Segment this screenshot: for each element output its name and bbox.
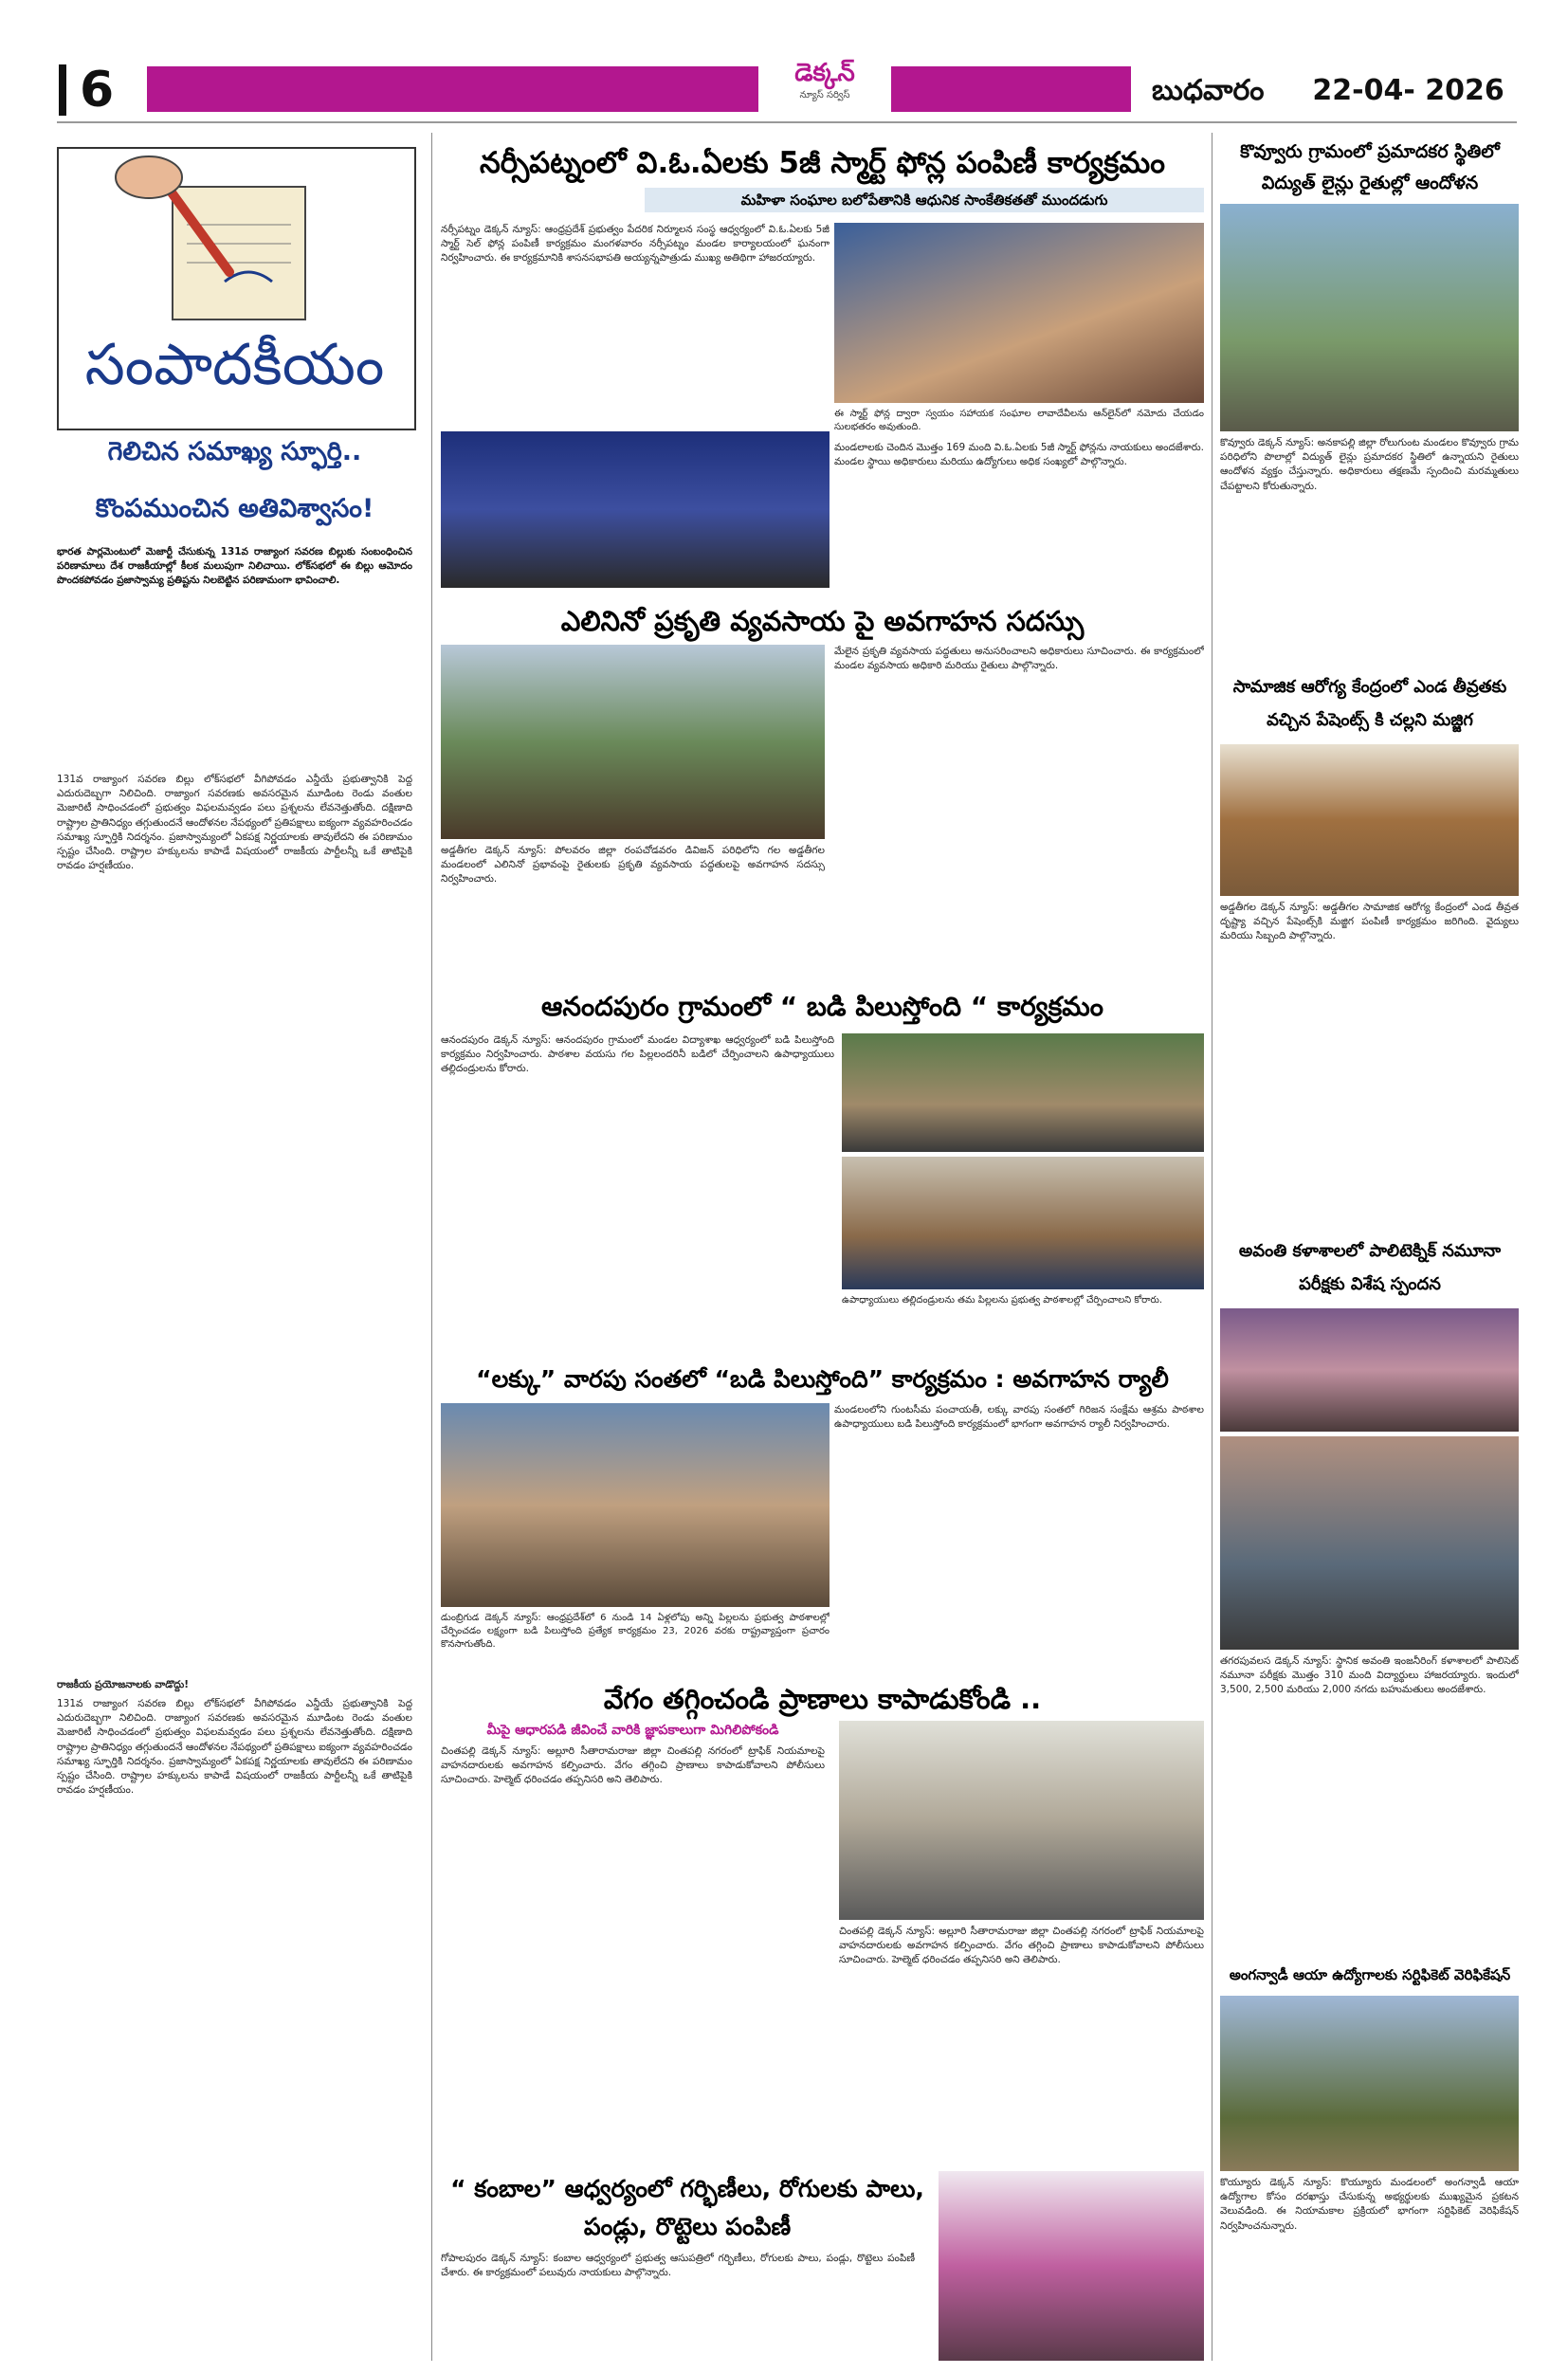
story3-headline: ఆనందపురం గ్రామంలో “ బడి పిలుస్తోంది “ కార్యక్రమం <box>540 991 1104 1022</box>
story4-body: మండలంలోని గుంటసీమ పంచాయతీ, లక్కు వారపు సంతలో గిరిజన సంక్షేమ ఆశ్రమ పాఠశాల ఉపాధ్యాయులు బడి పిలుస్తోంది కార్యక్రమంలో భాగంగా అవగాహన ర్యాలీ నిర్వహించారు. <box>834 1404 1204 1431</box>
editorial-label: సంపాదకీయం <box>84 332 385 398</box>
story5-headline: వేగం తగ్గించండి ప్రాణాలు కాపాడుకోండి .. <box>603 1683 1042 1715</box>
masthead-band <box>147 66 1131 112</box>
story4-headline: “లక్కు” వారపు సంతలో “బడి పిలుస్తోంది” కార్యక్రమం : అవగాహన ర్యాలీ <box>476 1365 1169 1393</box>
story6-headline-2: పండ్లు, రొట్టెలు పంపిణీ <box>583 2213 792 2240</box>
logo-tagline: న్యూస్ సర్విస్ <box>799 90 850 100</box>
story3-body: ఆనందపురం డెక్కన్ న్యూస్: ఆనందపురం గ్రామంలో మండల విద్యాశాఖ ఆధ్వర్యంలో బడి పిలుస్తోంది కార్యక్రమం నిర్వహించారు. పాఠశాల వయసు గల పిల్లలందరినీ బడిలో చేర్పించాలని ఉపాధ్యాయులు తల్లిదండ్రులను కోరారు. <box>441 1034 834 1075</box>
writing-hand-icon <box>59 149 414 329</box>
page-number: 6 <box>80 62 115 119</box>
story2-photo <box>441 645 825 839</box>
editorial-body-cont: 131వ రాజ్యాంగ సవరణ బిల్లు లోక్‌సభలో వీగిపోవడం ఎన్డీయే ప్రభుత్వానికి పెద్ద ఎదురుదెబ్బగా నిలిచింది. రాజ్యాంగ సవరణకు అవసరమైన మూడింట రెండు వంతుల మెజారిటీ సాధించడంలో ప్రభుత్వం విఫలమవ్వడం పలు ప్రశ్నలను లేవనెత్తుతోంది. దక్షిణాది రాష్ట్రాల ప్రాతినిధ్యం తగ్గుతుందనే ఆందోళనల నేపథ్యంలో ప్రతిపక్షాలు ఐక్యంగా వ్యవహరించడం సమాఖ్య స్ఫూర్తికి నిదర్శనం. ప్రజాస్వామ్యంలో ఏకపక్ష నిర్ణయాలకు తావులేదని ఈ పరిణామం స్పష్టం చేసింది. రాష్ట్రాల హక్కులను కాపాడే విషయంలో రాజకీయ పార్టీలన్నీ ఒకే తాటిపైకి రావడం హర్షణీయం. <box>57 1698 412 1797</box>
right3-photo-1 <box>1220 1308 1519 1432</box>
right2-headline-2: వచ్చిన పేషెంట్స్ కి చల్లని మజ్జిగ <box>1267 710 1473 730</box>
editorial-intro: భారత పార్లమెంటులో మెజార్టీ చేసుకున్న 131వ రాజ్యాంగ సవరణ బిల్లుకు సంబంధించిన పరిణామాలు దేశ రాజకీయాల్లో కీలక మలుపుగా నిలిచాయి. లోక్‌సభలో ఈ బిల్లు ఆమోదం పొందకపోవడం ప్రజాస్వామ్య ప్రతిష్టను నిలబెట్టిన పరిణామంగా భావించాలి. <box>57 546 412 587</box>
dateline <box>1152 74 1531 112</box>
story1-caption: ఈ స్మార్ట్ ఫోన్ల ద్వారా స్వయం సహాయక సంఘాల లావాదేవీలను ఆన్‌లైన్‌లో నమోదు చేయడం సులభతరం అవుతుంది. <box>834 409 1204 432</box>
right2-headline-1: సామాజిక ఆరోగ్య కేంద్రంలో ఎండ తీవ్రతకు <box>1232 677 1507 697</box>
story3-caption: ఉపాధ్యాయులు తల్లిదండ్రులను తమ పిల్లలను ప్రభుత్వ పాఠశాలల్లో చేర్పించాలని కోరారు. <box>842 1295 1163 1306</box>
story1-body: నర్సీపట్నం డెక్కన్ న్యూస్: ఆంధ్రప్రదేశ్ ప్రభుత్వం పేదరిక నిర్మూలన సంస్థ ఆధ్వర్యంలో వి.ఓ.ఏలకు 5జీ స్మార్ట్ సెల్ ఫోన్ల పంపిణీ కార్యక్రమం మంగళవారం నర్సీపట్నం మండల కార్యాలయంలో ఘనంగా నిర్వహించారు. ఈ కార్యక్రమానికి శాసనసభాపతి అయ్యన్నపాత్రుడు ముఖ్య అతిథిగా హాజరయ్యారు. <box>441 224 830 265</box>
right4-body: కొయ్యూరు డెక్కన్ న్యూస్: కొయ్యూరు మండలంలో అంగన్వాడీ ఆయా ఉద్యోగాల కోసం దరఖాస్తు చేసుకున్న అభ్యర్థులకు ముఖ్యమైన ప్రకటన వెలువడింది. ఈ నియామకాల ప్రక్రియలో భాగంగా సర్టిఫికెట్ వెరిఫికేషన్ నిర్వహించనున్నారు. <box>1220 2177 1519 2232</box>
editorial-subhead: రాజకీయ ప్రయోజనాలకు వాడొద్దు! <box>57 1679 190 1690</box>
story4-photo <box>441 1403 830 1607</box>
right3-body: తగరపువలస డెక్కన్ న్యూస్: స్థానిక అవంతి ఇంజనీరింగ్ కళాశాలలో పాలిసెట్ నమూనా పరీక్షకు మొత్తం 310 మంది విద్యార్థులు హాజరయ్యారు. ఇందులో 3,500, 2,500 మరియు 2,000 నగదు బహుమతులు అందజేశారు. <box>1220 1655 1519 1696</box>
story5-photo <box>839 1721 1204 1920</box>
right4-headline: అంగన్వాడీ ఆయా ఉద్యోగాలకు సర్టిఫికెట్ వెరిఫికేషన్ <box>1229 1966 1511 1983</box>
story1-body-2: మండలాలకు చెందిన మొత్తం 169 మంది వి.ఓ.ఏలకు 5జీ స్మార్ట్ ఫోన్లను నాయకులు అందజేశారు. మండల స్థాయి అధికారులు మరియు ఉద్యోగులు అధిక సంఖ్యలో పాల్గొన్నారు. <box>834 442 1204 468</box>
story2-body: అడ్డతీగల డెక్కన్ న్యూస్: పోలవరం జిల్లా రంపచోడవరం డివిజన్ పరిధిలోని గల అడ్డతీగల మండలంలో ఎలినినో ప్రభావంపై రైతులకు ప్రకృతి వ్యవసాయ పద్ధతులపై అవగాహన సదస్సు నిర్వహించారు. <box>441 845 825 886</box>
story5-body: చింతపల్లి డెక్కన్ న్యూస్: అల్లూరి సీతారామరాజు జిల్లా చింతపల్లి నగరంలో ట్రాఫిక్ నియమాలపై వాహనదారులకు అవగాహన కల్పించారు. వేగం తగ్గించి ప్రాణాలు కాపాడుకోవాలని పోలీసులు సూచించారు. హెల్మెట్ ధరించడం తప్పనిసరి అని తెలిపారు. <box>441 1745 825 1786</box>
right1-headline-1: కొవ్వూరు గ్రామంలో ప్రమాదకర స్థితిలో <box>1240 141 1500 162</box>
story1-headline: నర్సీపట్నంలో వి.ఓ.ఏలకు 5జీ స్మార్ట్ ఫోన్ల పంపిణీ కార్యక్రమం <box>480 146 1165 180</box>
logo-name: డెక్కన్ <box>794 59 855 87</box>
story5-body-2: చింతపల్లి డెక్కన్ న్యూస్: అల్లూరి సీతారామరాజు జిల్లా చింతపల్లి నగరంలో ట్రాఫిక్ నియమాలపై వాహనదారులకు అవగాహన కల్పించారు. వేగం తగ్గించి ప్రాణాలు కాపాడుకోవాలని పోలీసులు సూచించారు. హెల్మెట్ ధరించడం తప్పనిసరి అని తెలిపారు. <box>839 1926 1204 1966</box>
right1-headline-2: విద్యుత్ లైన్లు రైతుల్లో ఆందోళన <box>1261 173 1479 193</box>
date: 22-04- 2026 <box>1312 74 1504 107</box>
story2-headline: ఎలినినో ప్రకృతి వ్యవసాయ పై అవగాహన సదస్సు <box>560 605 1085 637</box>
weekday: బుధవారం <box>1152 74 1265 107</box>
editorial-headline-2: కొంపముంచిన అతివిశ్వాసం! <box>95 494 374 523</box>
story1-subheadline: మహిళా సంఘాల బలోపేతానికి ఆధునిక సాంకేతికతతో ముందడుగు <box>740 192 1108 209</box>
right2-photo <box>1220 744 1519 896</box>
story4-caption: డుంబ్రిగుడ డెక్కన్ న్యూస్: ఆంధ్రప్రదేశ్‌లో 6 నుండి 14 ఏళ్లలోపు అన్ని పిల్లలను ప్రభుత్వ పాఠశాలల్లో చేర్పించడం లక్ష్యంగా బడి పిలుస్తోంది ప్రత్యేక కార్యక్రమం 23, 2026 వరకు రాష్ట్రవ్యాప్తంగా ప్రచారం కొనసాగుతోంది. <box>441 1613 830 1650</box>
right4-photo <box>1220 1996 1519 2171</box>
story3-photo-2 <box>842 1157 1204 1289</box>
right3-headline-2: పరీక్షకు విశేష స్పందన <box>1299 1274 1441 1294</box>
story1-photo-2 <box>441 431 830 588</box>
header-rule <box>57 121 1517 123</box>
right1-photo <box>1220 204 1519 431</box>
right1-body: కొవ్వూరు డెక్కన్ న్యూస్: అనకాపల్లి జిల్లా రోలుగుంట మండలం కొవ్వూరు గ్రామ పరిధిలోని పొలాల్లో విద్యుత్ లైన్లు ప్రమాదకర స్థితిలో ఉన్నాయని రైతులు ఆందోళన వ్యక్తం చేస్తున్నారు. అధికారులు తక్షణమే స్పందించి మరమ్మతులు చేపట్టాలని కోరుతున్నారు. <box>1220 437 1519 492</box>
story6-headline-1: “ కంబాల” ఆధ్వర్యంలో గర్భిణీలు, రోగులకు పాలు, <box>450 2175 924 2202</box>
story6-body: గోపాలపురం డెక్కన్ న్యూస్: కంబాల ఆధ్వర్యంలో ప్రభుత్వ ఆసుపత్రిలో గర్భిణీలు, రోగులకు పాలు, పండ్లు, రొట్టెలు పంపిణీ చేశారు. ఈ కార్యక్రమంలో పలువురు నాయకులు పాల్గొన్నారు. <box>441 2253 915 2279</box>
editorial-body: 131వ రాజ్యాంగ సవరణ బిల్లు లోక్‌సభలో వీగిపోవడం ఎన్డీయే ప్రభుత్వానికి పెద్ద ఎదురుదెబ్బగా నిలిచింది. రాజ్యాంగ సవరణకు అవసరమైన మూడింట రెండు వంతుల మెజారిటీ సాధించడంలో ప్రభుత్వం విఫలమవ్వడం పలు ప్రశ్నలను లేవనెత్తుతోంది. దక్షిణాది రాష్ట్రాల ప్రాతినిధ్యం తగ్గుతుందనే ఆందోళనల నేపథ్యంలో ప్రతిపక్షాలు ఐక్యంగా వ్యవహరించడం సమాఖ్య స్ఫూర్తికి నిదర్శనం. ప్రజాస్వామ్యంలో ఏకపక్ష నిర్ణయాలకు తావులేదని ఈ పరిణామం స్పష్టం చేసింది. రాష్ట్రాల హక్కులను కాపాడే విషయంలో రాజకీయ పార్టీలన్నీ ఒకే తాటిపైకి రావడం హర్షణీయం. <box>57 774 412 872</box>
newspaper-logo <box>758 57 891 114</box>
story6-photo <box>939 2171 1204 2361</box>
story2-body-2: మేలైన ప్రకృతి వ్యవసాయ పద్ధతులు అనుసరించాలని అధికారులు సూచించారు. ఈ కార్యక్రమంలో మండల వ్యవసాయ అధికారి మరియు రైతులు పాల్గొన్నారు. <box>834 646 1204 672</box>
right2-body: అడ్డతీగల డెక్కన్ న్యూస్: అడ్డతీగల సామాజిక ఆరోగ్య కేంద్రంలో ఎండ తీవ్రత దృష్ట్యా వచ్చిన పేషెంట్స్‌కి మజ్జిగ పంపిణీ కార్యక్రమం జరిగింది. వైద్యులు మరియు సిబ్బంది పాల్గొన్నారు. <box>1220 902 1519 942</box>
editorial-headline-1: గెలిచిన సమాఖ్య స్ఫూర్తి.. <box>107 437 362 466</box>
story1-photo <box>834 223 1204 403</box>
column-rule <box>431 133 432 2361</box>
story5-subheadline: మీపై ఆధారపడి జీవించే వారికి జ్ఞాపకాలుగా మిగిలిపోకండి <box>486 1723 779 1738</box>
page-number-bar <box>59 64 66 116</box>
right3-headline-1: అవంతి కళాశాలలో పాలిటెక్నిక్ నమూనా <box>1238 1241 1502 1261</box>
right3-photo-2 <box>1220 1436 1519 1650</box>
story3-photo-1 <box>842 1033 1204 1152</box>
